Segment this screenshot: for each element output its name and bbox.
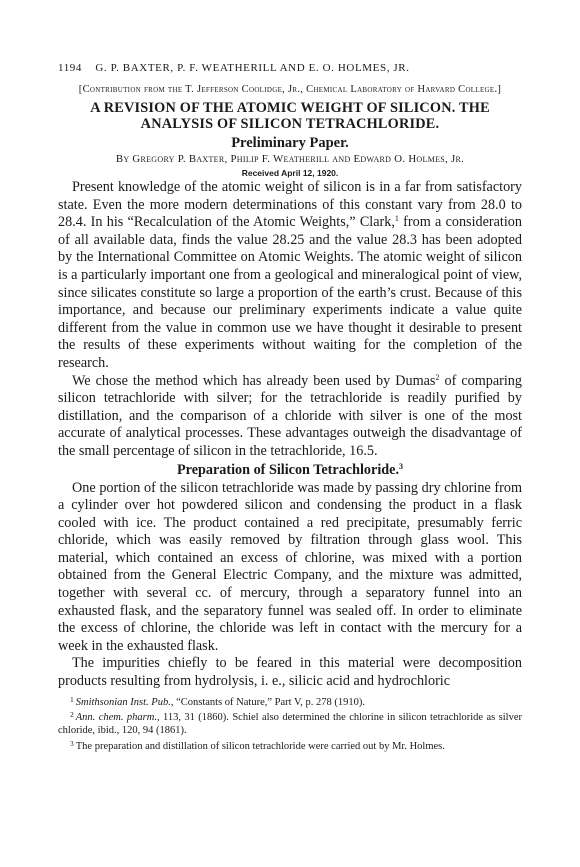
paragraph-impurities: The impurities chiefly to be feared in this material were decomposition products resulting from hydrolysis, i. e., silicic acid and hydrochloric xyxy=(58,655,522,690)
footnote-ref: 3 xyxy=(399,461,403,471)
paragraph-text: of comparing silicon tetrachloride with silver; for the tetrachloride is readily purified by distillation, and the comparison of a chloride with silver is one of the most accurate of analytical processes. These advantages outweigh the disadvantage of the small percentage of silicon in the tetrachloride, 16.5. xyxy=(58,372,522,459)
received-date: Received April 12, 1920. xyxy=(241,168,339,178)
paragraph-text: We chose the method which has already been used by Dumas xyxy=(72,372,436,389)
paragraph-intro xyxy=(58,179,522,373)
running-head-authors: G. P. BAXTER, P. F. WEATHERILL AND E. O. HOLMES, JR. xyxy=(95,62,410,74)
footnote-ref: 2 xyxy=(435,372,440,382)
paragraph-text: Present knowledge of the atomic weight of silicon is in a far from satisfactory state. Even the more modern determinations of this constant vary from 28.0 to 28.4. In his “Recalculation of the Atomic Weights,” Clark, xyxy=(58,179,522,231)
article-title: A REVISION OF THE ATOMIC WEIGHT OF SILICON. THE ANALYSIS OF SILICON TETRACHLORIDE. xyxy=(90,100,490,132)
footnote-mark: 3 xyxy=(70,739,74,749)
footnote-text: The preparation and distillation of silicon tetrachloride were carried out by Mr. Holmes. xyxy=(75,741,445,753)
section-heading xyxy=(58,461,522,480)
footnote-italic: Ann. chem. pharm. xyxy=(75,712,157,724)
section-heading-text: Preparation of Silicon Tetrachloride. xyxy=(177,461,399,478)
running-head xyxy=(58,62,522,74)
footnote-text: , “Constants of Nature,” Part V, p. 278 (1910). xyxy=(170,696,365,708)
footnotes xyxy=(58,694,522,754)
footnote-2 xyxy=(58,709,522,738)
footnote-italic: Smithsonian Inst. Pub. xyxy=(75,696,171,708)
footnote-text: , 113, 31 (1860). Schiel also determined the chlorine in silicon tetrachloride as silver chloride, ibid., 120, 94 (1861). xyxy=(58,712,522,737)
paragraph-method xyxy=(58,373,522,461)
footnote-ref: 1 xyxy=(394,214,399,224)
footnote-mark: 2 xyxy=(70,710,74,720)
page-number: 1194 xyxy=(58,62,82,74)
article-subtitle: Preliminary Paper. xyxy=(231,135,349,151)
footnote-3 xyxy=(58,738,522,754)
paragraph-text: from a consideration of all available data, finds the value 28.25 and the value 28.3 has been adopted by the International Committee on Atomic Weights. The atomic weight of silicon is a particularly important one from a geological and mineralogical point of view, since silicates constitute so large a proportion of the earth’s crust. Because of this importance, and because our preliminary experiments indicate a value quite different from the value in common use we have thought it desirable to present the results of these experiments without waiting for the completion of the research. xyxy=(58,214,522,371)
contribution-note: [Contribution from the T. Jefferson Coolidge, Jr., Chemical Laboratory of Harvard College.] xyxy=(78,84,502,95)
byline: By Gregory P. Baxter, Philip F. Weatherill and Edward O. Holmes, Jr. xyxy=(115,153,465,165)
footnote-1 xyxy=(58,694,522,710)
paragraph-preparation: One portion of the silicon tetrachloride was made by passing dry chlorine from a cylinder over hot powdered silicon and condensing the product in a flask cooled with ice. The product contained a red precipitate, presumably ferric chloride, which was easily removed by filtration through glass wool. This material, which contained an excess of chlorine, was mixed with a portion obtained from the General Electric Company, and the mixture was admitted, together with several cc. of mercury, through a separatory funnel into an exhausted flask, and the separatory funnel was sealed off. In order to eliminate the excess of chlorine, the chloride was left in contact with the mercury for a week in the exhausted flask. xyxy=(58,479,522,654)
footnote-mark: 1 xyxy=(70,694,74,704)
